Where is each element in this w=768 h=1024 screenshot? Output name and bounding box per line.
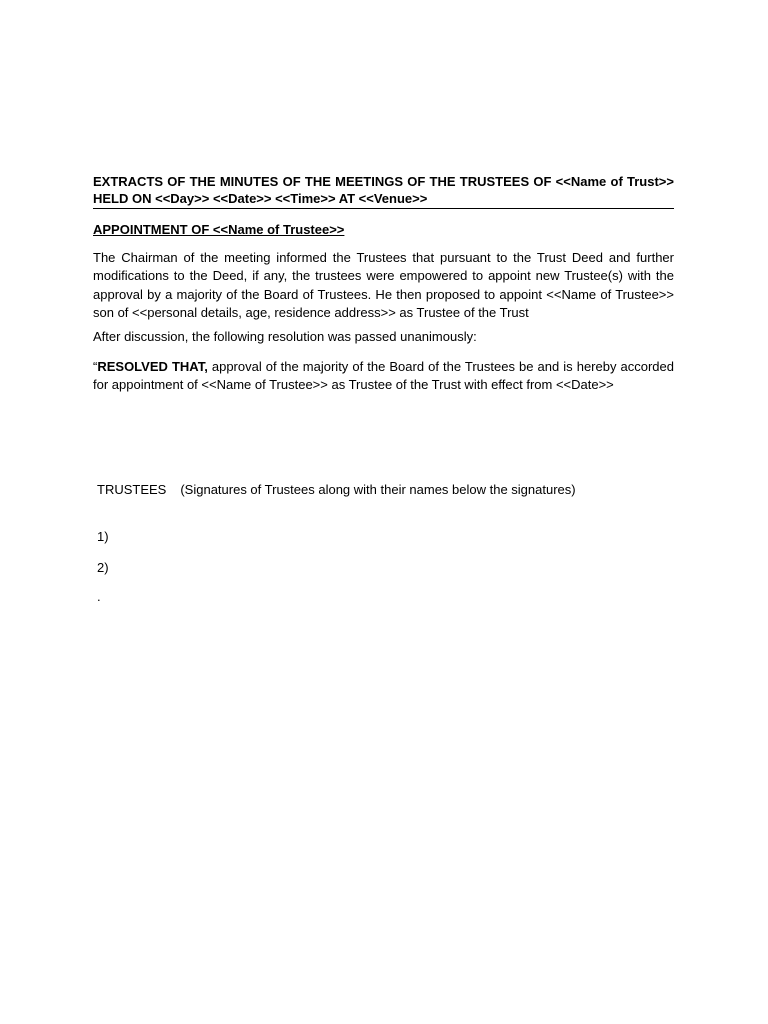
document-title: EXTRACTS OF THE MINUTES OF THE MEETINGS OF THE TRUSTEES OF <<Name of Trust>> HELD ON <<Day>> <<Date>> <<Time>> AT <<Venue>> bbox=[93, 173, 674, 209]
resolution-text: approval of the majority of the Board of the Trustees be and is hereby accorded for appointment of <<Name of Trustee>> as Trustee of the Trust with effect from <<Date>> bbox=[93, 359, 674, 393]
signature-item-2: 2) bbox=[97, 560, 109, 575]
signature-continuation: . bbox=[97, 589, 101, 604]
resolution-paragraph bbox=[93, 358, 674, 395]
signatures-label: TRUSTEES bbox=[97, 482, 167, 497]
signatures-note: (Signatures of Trustees along with their names below the signatures) bbox=[180, 482, 576, 497]
paragraph-discussion: After discussion, the following resolution was passed unanimously: bbox=[93, 329, 477, 344]
paragraph-chairman: The Chairman of the meeting informed the Trustees that pursuant to the Trust Deed and further modifications to the Deed, if any, the trustees were empowered to appoint new Trustee(s) with the approval by a majority of the Board of Trustees. He then proposed to appoint <<Name of Trustee>> son of <<personal details, age, residence address>> as Trustee of the Trust bbox=[93, 250, 674, 320]
section-heading: APPOINTMENT OF <<Name of Trustee>> bbox=[93, 222, 345, 237]
signature-item-1: 1) bbox=[97, 529, 109, 544]
resolution-lead: RESOLVED THAT, bbox=[97, 359, 208, 374]
resolution-open-quote: “ bbox=[93, 359, 98, 374]
signatures-header bbox=[97, 481, 576, 498]
